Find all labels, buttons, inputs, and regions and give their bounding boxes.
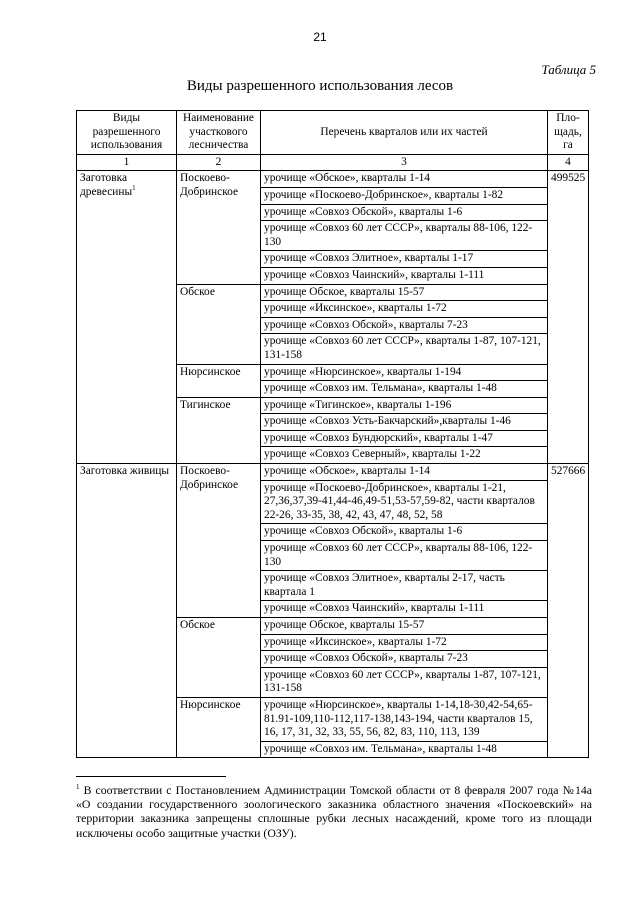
forestry-name: Поскоево-Добринское (177, 171, 261, 284)
quarter-list-item: урочище «Совхоз 60 лет СССР», кварталы 1-87, 107-121, 131-158 (261, 334, 548, 364)
quarter-list-item: урочище «Совхоз Чаинский», кварталы 1-111 (261, 267, 548, 284)
quarter-list-item: урочище «Совхоз Северный», кварталы 1-22 (261, 447, 548, 464)
quarter-list-item: урочище «Совхоз Обской», кварталы 7-23 (261, 317, 548, 334)
quarter-list-item: урочище «Иксинское», кварталы 1-72 (261, 634, 548, 651)
column-number: 4 (548, 154, 589, 171)
table-label: Таблица 5 (541, 62, 596, 77)
quarter-list-item: урочище «Совхоз 60 лет СССР», кварталы 88-106, 122-130 (261, 221, 548, 251)
quarter-list-item: урочище «Нюрсинское», кварталы 1-194 (261, 364, 548, 381)
forestry-name: Обское (177, 618, 261, 698)
use-type-label: Заготовка древесины (80, 172, 133, 198)
quarter-list-item: урочище «Совхоз 60 лет СССР», кварталы 88-106, 122-130 (261, 541, 548, 571)
area-value: 527666 (548, 464, 589, 758)
header-quarters: Перечень кварталов или их частей (261, 111, 548, 155)
table-row (77, 171, 589, 188)
forestry-name: Обское (177, 284, 261, 364)
quarter-list-item: урочище «Нюрсинское», кварталы 1-14,18-30,42-54,65-81.91-109,110-112,117-138,143-194, части кварталов 15, 16, 17, 31, 32, 33, 55, 56, 82, 83, 110, 113, 139 (261, 697, 548, 741)
quarter-list-item: урочище «Совхоз им. Тельмана», кварталы 1-48 (261, 741, 548, 758)
quarter-list-item: урочище «Тигинское», кварталы 1-196 (261, 397, 548, 414)
quarter-list-item: урочище «Совхоз Элитное», кварталы 2-17, часть квартала 1 (261, 571, 548, 601)
quarter-list-item: урочище «Совхоз Обской», кварталы 7-23 (261, 651, 548, 668)
header-forestry: Наименование участкового лесничества (177, 111, 261, 155)
header-area: Пло-щадь, га (548, 111, 589, 155)
forestry-name: Поскоево-Добринское (177, 464, 261, 618)
table-row (77, 464, 589, 481)
quarter-list-item: урочище Обское, кварталы 15-57 (261, 284, 548, 301)
area-value: 499525 (548, 171, 589, 464)
quarter-list-item: урочище «Совхоз Обской», кварталы 1-6 (261, 524, 548, 541)
table-title: Виды разрешенного использования лесов (186, 78, 454, 94)
use-type-label: Заготовка живицы (80, 465, 170, 478)
column-number: 1 (77, 154, 177, 171)
use-type-cell (77, 171, 177, 464)
quarter-list-item: урочище «Иксинское», кварталы 1-72 (261, 301, 548, 318)
column-number: 3 (261, 154, 548, 171)
quarter-list-item: урочище «Совхоз Обской», кварталы 1-6 (261, 204, 548, 221)
quarter-list-item: урочище «Совхоз Чаинский», кварталы 1-111 (261, 601, 548, 618)
column-number-row (77, 154, 589, 171)
forestry-name: Нюрсинское (177, 364, 261, 397)
quarter-list-item: урочище Обское, кварталы 15-57 (261, 618, 548, 635)
forest-use-table (76, 110, 589, 758)
quarter-list-item: урочище «Обское», кварталы 1-14 (261, 171, 548, 188)
use-type-cell (77, 464, 177, 758)
footnote-reference: 1 (132, 184, 136, 193)
quarter-list-item: урочище «Поскоево-Добринское», кварталы 1-82 (261, 187, 548, 204)
page-number: 21 (313, 30, 327, 44)
footnote-text: В соответствии с Постановлением Администрации Томской области от 8 февраля 2007 года №14а «О создании государственного зоологического заказника областного значения «Поскоевский» на территории заказника запрещены сплошные рубки лесных насаждений, кроме того из площади исключены особо защитные участки (ОЗУ). (76, 783, 592, 840)
quarter-list-item: урочище «Поскоево-Добринское», кварталы 1-21, 27,36,37,39-41,44-46,49-51,53-57,59-82, части кварталов 22-26, 33-35, 38, 42, 43, 47, 48, 52, 58 (261, 480, 548, 524)
forestry-name: Тигинское (177, 397, 261, 463)
footnote-mark: 1 (76, 783, 80, 792)
quarter-list-item: урочище «Обское», кварталы 1-14 (261, 464, 548, 481)
quarter-list-item: урочище «Совхоз им. Тельмана», кварталы 1-48 (261, 381, 548, 398)
quarter-list-item: урочище «Совхоз Элитное», кварталы 1-17 (261, 251, 548, 268)
footnote-separator (76, 776, 226, 777)
forestry-name: Нюрсинское (177, 697, 261, 757)
quarter-list-item: урочище «Совхоз 60 лет СССР», кварталы 1-87, 107-121, 131-158 (261, 667, 548, 697)
header-use-type: Виды разрешенного использования (77, 111, 177, 155)
quarter-list-item: урочище «Совхоз Усть-Бакчарский»,кварталы 1-46 (261, 414, 548, 431)
table-header-row (77, 111, 589, 155)
column-number: 2 (177, 154, 261, 171)
footnote (76, 783, 592, 840)
quarter-list-item: урочище «Совхоз Бундюрский», кварталы 1-47 (261, 430, 548, 447)
